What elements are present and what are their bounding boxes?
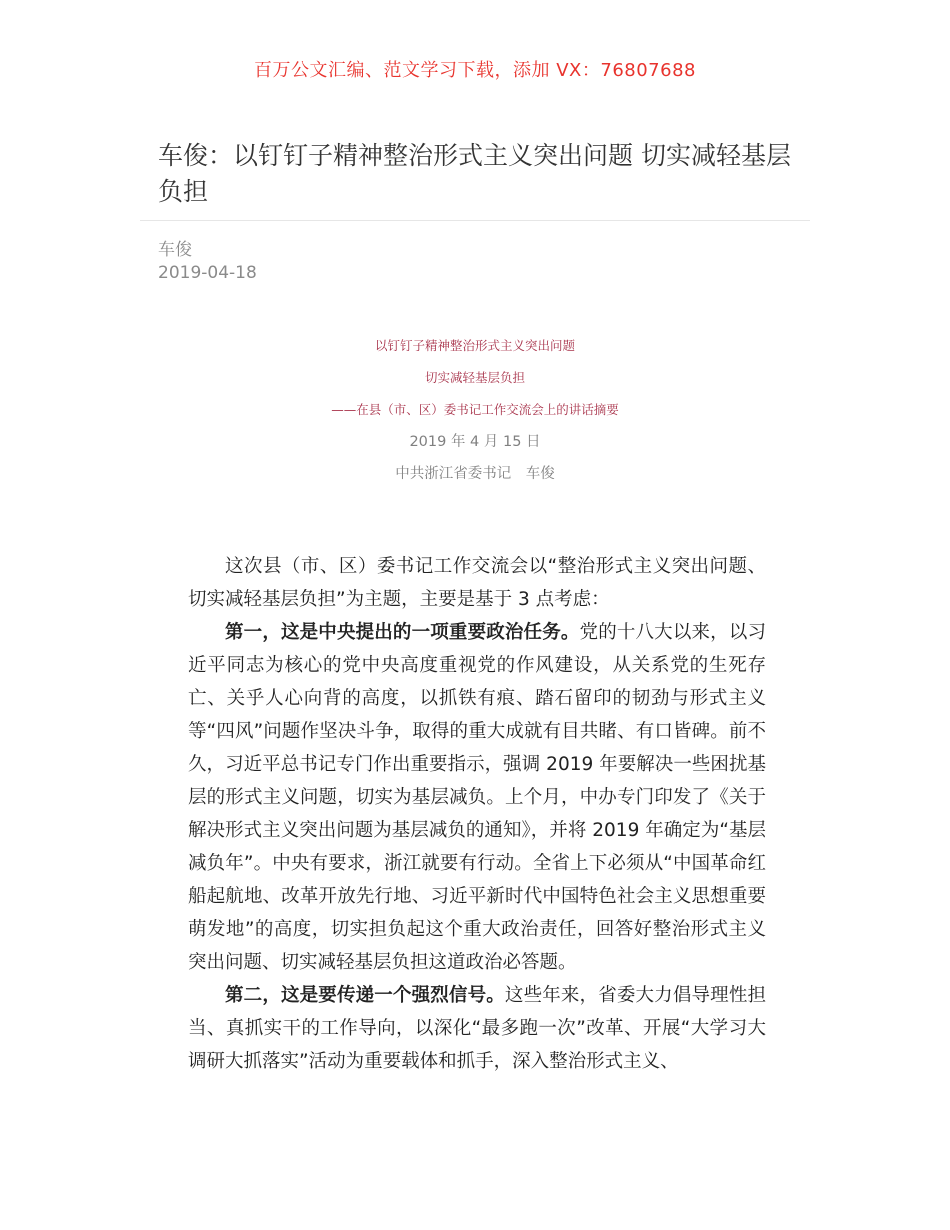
article-title: 车俊：以钉钉子精神整治形式主义突出问题 切实减轻基层负担 (158, 141, 791, 206)
second-point-lead: 第二，这是要传递一个强烈信号。 (225, 985, 505, 1006)
promo-banner: 百万公文汇编、范文学习下载，添加 VX：76807688 (254, 60, 696, 81)
paragraph-first-point (188, 616, 766, 979)
article-date: 2019-04-18 (158, 263, 257, 283)
speech-title-line-1: 以钉钉子精神整治形式主义突出问题 (374, 338, 575, 353)
article-meta (158, 239, 257, 285)
speech-title-line-2: 切实减轻基层负担 (424, 370, 525, 385)
speech-header (0, 330, 950, 490)
speech-speaker: 中共浙江省委书记 车俊 (395, 466, 555, 482)
speech-date: 2019 年 4 月 15 日 (409, 434, 541, 450)
speech-subtitle: ——在县（市、区）委书记工作交流会上的讲话摘要 (331, 402, 619, 417)
first-point-lead: 第一，这是中央提出的一项重要政治任务。 (225, 622, 580, 643)
first-point-text: 党的十八大以来，以习近平同志为核心的党中央高度重视党的作风建设，从关系党的生死存亡、关乎人心向背的高度，以抓铁有痕、踏石留印的韧劲与形式主义等“四风”问题作坚决斗争，取得的重大成就有目共睹、有口皆碑。前不久，习近平总书记专门作出重要指示，强调 2019 年要解决一些困扰基层的形式主义问题，切实为基层减负。上个月，中办专门印发了《关于解决形式主义突出问题为基层减负的通知》，并将 2019 年确定为“基层减负年”。中央有要求，浙江就要有行动。全省上下必须从“中国革命红船起航地、改革开放先行地、习近平新时代中国特色社会主义思想重要萌发地”的高度，切实担负起这个重大政治责任，回答好整治形式主义突出问题、切实减轻基层负担这道政治必答题。 (188, 622, 766, 973)
article-author: 车俊 (158, 240, 192, 260)
article-body (188, 550, 766, 1078)
paragraph-intro: 这次县（市、区）委书记工作交流会以“整治形式主义突出问题、切实减轻基层负担”为主题，主要是基于 3 点考虑： (188, 556, 766, 610)
second-point-text: 这些年来，省委大力倡导理性担当、真抓实干的工作导向，以深化“最多跑一次”改革、开展“大学习大调研大抓落实”活动为重要载体和抓手，深入整治形式主义、 (188, 985, 766, 1072)
paragraph-second-point (188, 979, 766, 1078)
title-divider (140, 220, 810, 221)
